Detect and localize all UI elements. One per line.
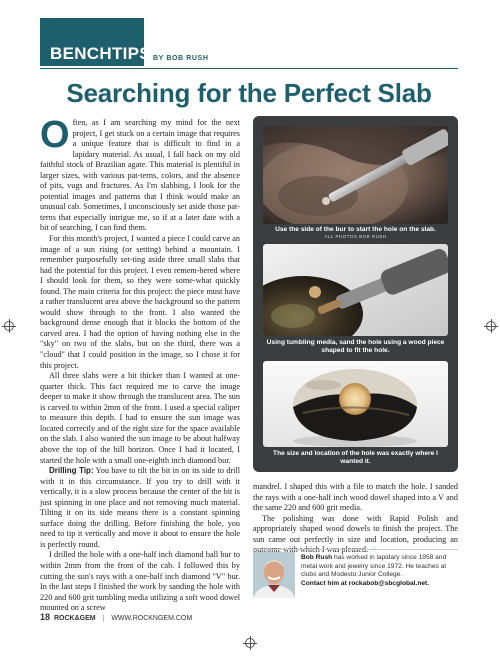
- registration-mark-left: [4, 321, 14, 331]
- drilling-tip-label: Drilling Tip:: [49, 466, 94, 476]
- article-paragraph-2: For this month's project, I wanted a piece I could carve an image of a sun rising (or setting) behind a mountain. I remember purposefully set-ting aside three small slabs that had the potential for this project. I even remem-bered where I should look for them, so they were some-what quickly found. The main criteria for this project: the piece must have a rather translucent area above the background so the pattern would show through to the front. I also wanted the background dense enough that it blocks the bottom of the carved area. I had the option of having nothing else in the "sky" on two of the slabs, but on the third, there was a "cloud" that I could position in the image, so I chose it for this project.: [40, 234, 240, 370]
- photo-drilling-slab: [263, 126, 448, 224]
- header-rule: [40, 68, 458, 69]
- page-footer: [40, 612, 192, 622]
- page-number: 18: [40, 612, 51, 622]
- photo-sanding-hole: [263, 244, 448, 336]
- author-bio: Bob Rush has worked in lapidary since 1958 and metal work and jewelry since 1972. He teaches at clubs and Modesto Junior College. Contact him at rockabob@sbcglobal.net.: [301, 554, 447, 587]
- author-contact: Contact him at rockabob@sbcglobal.net.: [301, 579, 430, 587]
- author-divider: [253, 549, 458, 550]
- article-paragraph-5: I drilled the hole with a one-half inch diamond ball bur to within 2mm from the front of the cab. I followed this by cutting the sun's rays with a one-half inch diamond "V" bur. In the last steps I finished the work by sanding the hole with 220 and 600 grit tumbling media utilizing a soft wood dowel mounted on a screw: [40, 550, 240, 613]
- photo-credit: ALL PHOTOS BOB RUSH: [324, 234, 387, 239]
- footer-separator: |: [102, 615, 105, 622]
- author-name: Bob Rush: [301, 554, 333, 561]
- photo-caption-2: Using tumbling media, sand the hole using a wood piece shaped to fit the hole.: [266, 339, 445, 354]
- photo-caption-1: Use the side of the bur to start the hole on the slab. ALL PHOTOS BOB RUSH: [263, 226, 448, 240]
- byline: BY BOB RUSH: [153, 55, 209, 62]
- article-headline: Searching for the Perfect Slab: [66, 78, 432, 108]
- article-paragraph-5-continued: mandrel. I shaped this with a file to match the hole. I sanded the rays with a one-half inch wood dowel shaped into a V and the same 220 and 600 grit media.: [253, 482, 458, 513]
- photo-caption-3: The size and location of the hole was exactly where I wanted it.: [273, 450, 438, 465]
- article-paragraph-6: The polishing was done with Rapid Polish and appropriately shaped wood dowels to finish the project. The sun came out perfectly in size and location, producing an: [253, 514, 458, 556]
- article-column-right: [253, 482, 458, 556]
- author-avatar: [253, 552, 295, 598]
- registration-mark-right: [486, 321, 496, 331]
- magazine-website: WWW.ROCKNGEM.COM: [111, 615, 193, 622]
- article-paragraph-3: All three slabs were a bit thicker than I wanted at one-quarter thick. This fact required me to carve the image deeper to make it show through the translucent area. The sun is carved to within 2mm of the front. I used a special caliper to measure this depth. I had to ensure the sun image was located correctly and of the right size for the space available on the slab. I also wanted the sun image to be about halfway above the top of the hill horizon. Once I had it located, I started the hole with a small one-eighth inch diamond bur.: [40, 371, 240, 465]
- magazine-name: ROCK&GEM: [53, 615, 96, 622]
- registration-mark-bottom: [245, 638, 255, 648]
- photo-panel: [253, 116, 458, 472]
- article-paragraph-1: Often, as I am searching my mind for the next project, I get stuck on a certain image that requires a unique feature that is difficult to find in a lapidary material. As usual, I fall back on my old faithful stock of Brazilian agate. This material is plentiful in larger sizes, with various pat-terns, colors, and the absence of pits, vugs and fractures. As I'm slabbing, I look for the potential images and patterns that I think would make an unusual cab. Sometimes, I unconsciously set aside those pat-terns that especially intrigue me, so if at a later date with a bit of searching, I can find them.: [40, 114, 240, 233]
- section-label: BENCHTIPS: [50, 44, 151, 63]
- article-column-left: [40, 114, 240, 614]
- article-paragraph-4: Drilling Tip: You have to tilt the bit in on its side to drill with it in this circumstance. If you try to drill with it vertically, it is a slow process because the center of the bit is just spinning in one place and not removing much material. Tilting it on its side means there is a constant spinning surface doing the drilling. Before finishing the hole, you need to tip it vertically and move it about to ensure the hole is perfectly round.: [40, 466, 240, 549]
- photo-finished-cab: [263, 361, 448, 447]
- drop-cap: O: [40, 114, 70, 156]
